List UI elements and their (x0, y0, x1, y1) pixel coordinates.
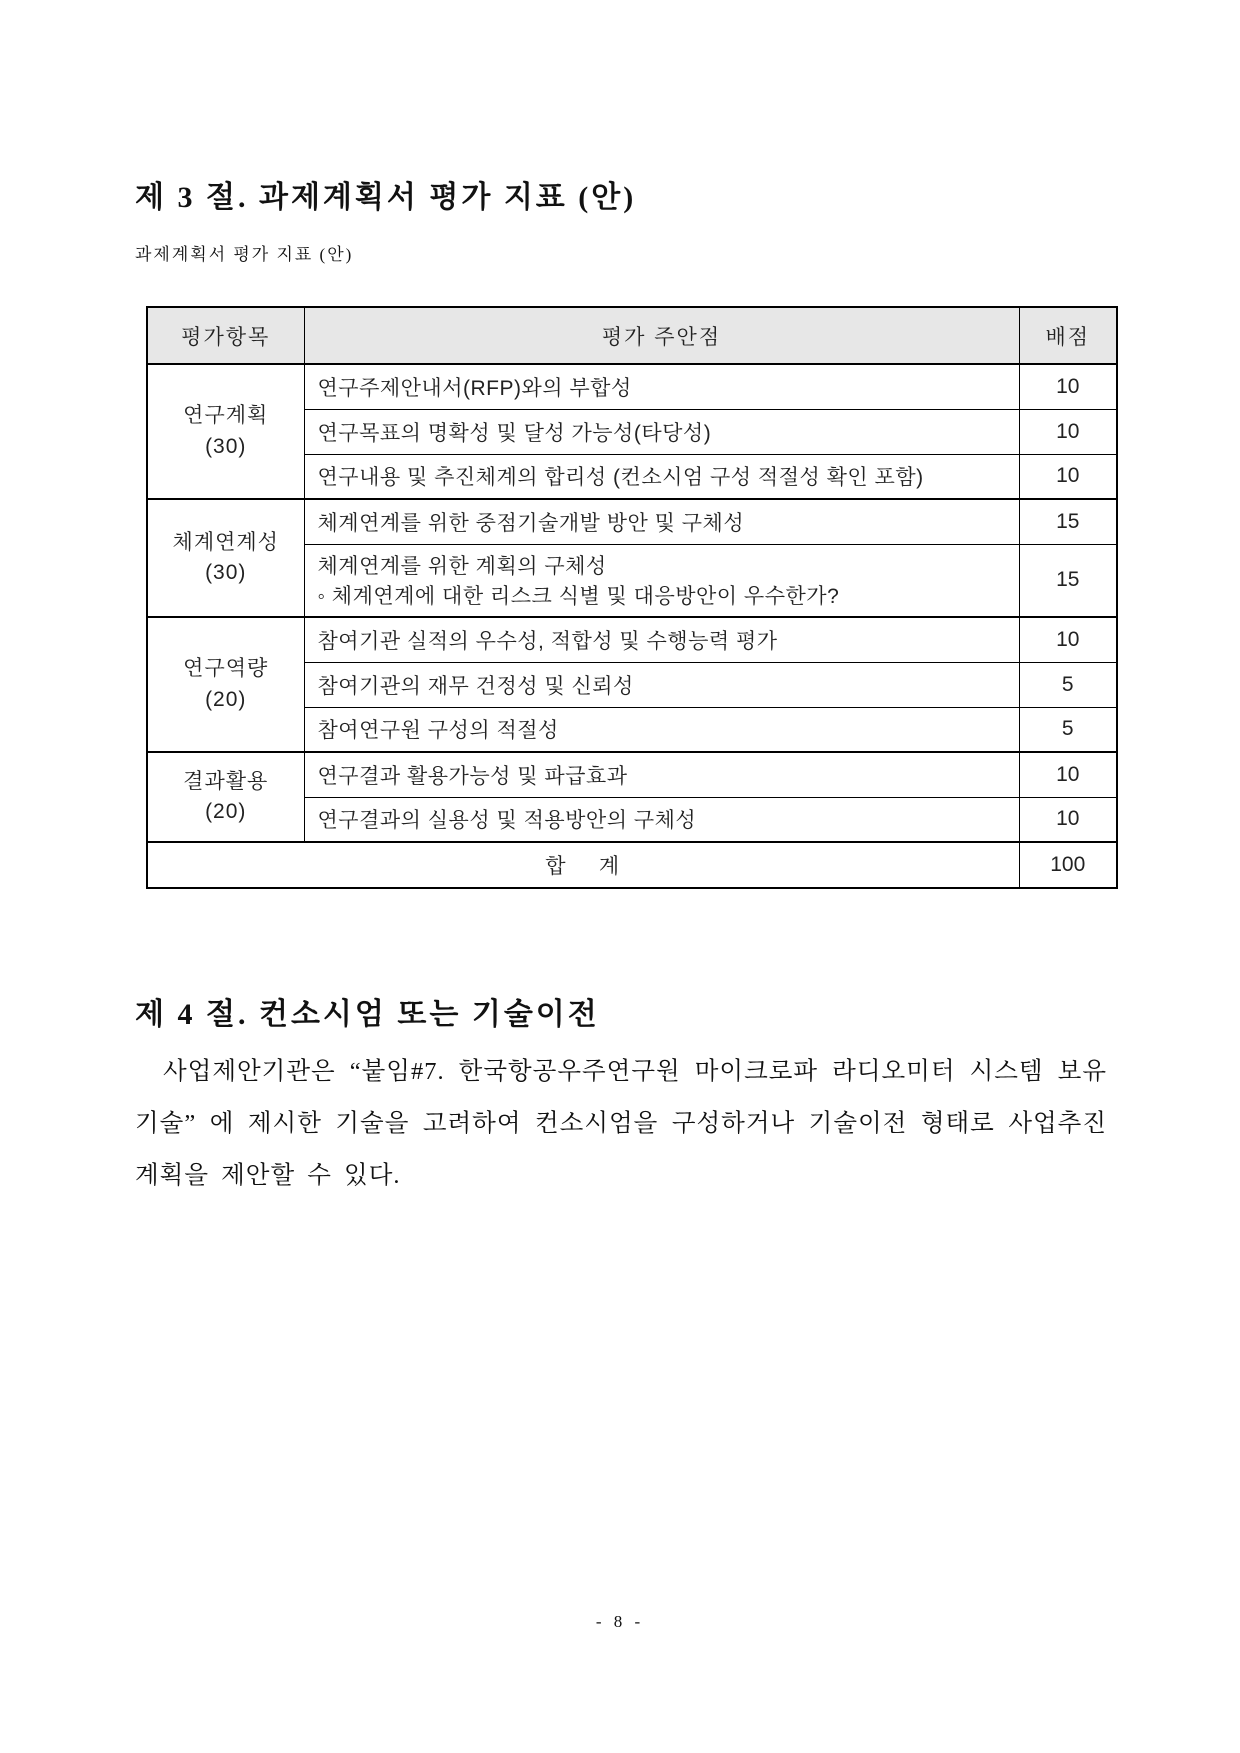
table-header-row (147, 307, 1117, 364)
focus-cell: 연구결과 활용가능성 및 파급효과 (304, 752, 1019, 797)
focus-line2: ◦ 체계연계에 대한 리스크 식별 및 대응방안이 우수한가? (317, 585, 840, 609)
points-cell: 10 (1019, 454, 1117, 499)
section3-heading: 제 3 절. 과제계획서 평가 지표 (안) (135, 181, 637, 214)
category-label: 연구계획 (183, 404, 269, 428)
focus-cell: 참여기관의 재무 건정성 및 신뢰성 (304, 662, 1019, 707)
points-cell: 10 (1019, 409, 1117, 454)
table-row (147, 499, 1117, 544)
table-row (147, 617, 1117, 662)
focus-cell: 연구내용 및 추진체계의 합리성 (컨소시엄 구성 적절성 확인 포함) (304, 454, 1019, 499)
focus-line1: 체계연계를 위한 계획의 구체성 (317, 555, 607, 579)
points-cell: 5 (1019, 707, 1117, 752)
points-cell: 10 (1019, 364, 1117, 409)
section4-heading: 제 4 절. 컨소시엄 또는 기술이전 (135, 998, 600, 1031)
section4-paragraph: 사업제안기관은 “붙임#7. 한국항공우주연구원 마이크로파 라디오미터 시스템 보유기술” 에 제시한 기술을 고려하여 컨소시엄을 구성하거나 기술이전 형태로 사업추진계획을 제안할 수 있다. (135, 1058, 1107, 1189)
focus-cell: 연구결과의 실용성 및 적용방안의 구체성 (304, 797, 1019, 842)
category-label: 연구역량 (183, 657, 269, 681)
header-focus: 평가 주안점 (304, 307, 1019, 364)
evaluation-table (146, 306, 1118, 889)
category-sublabel: (30) (205, 434, 247, 458)
points-cell: 5 (1019, 662, 1117, 707)
points-cell: 10 (1019, 752, 1117, 797)
focus-cell: 연구목표의 명확성 및 달성 가능성(타당성) (304, 409, 1019, 454)
page-number: - 8 - (595, 1612, 645, 1631)
category-cell (147, 364, 304, 499)
points-cell: 15 (1019, 499, 1117, 544)
focus-cell: 체계연계를 위한 중점기술개발 방안 및 구체성 (304, 499, 1019, 544)
total-label-cell: 합 계 (147, 842, 1019, 888)
table-row (147, 364, 1117, 409)
total-row (147, 842, 1117, 888)
header-item: 평가항목 (147, 307, 304, 364)
header-points: 배점 (1019, 307, 1117, 364)
category-label: 결과활용 (183, 769, 269, 793)
points-cell: 15 (1019, 544, 1117, 617)
category-sublabel: (20) (205, 800, 247, 823)
category-cell (147, 499, 304, 617)
category-sublabel: (30) (205, 561, 247, 584)
category-sublabel: (20) (205, 687, 247, 711)
focus-cell: 연구주제안내서(RFP)와의 부합성 (304, 364, 1019, 409)
focus-cell (304, 544, 1019, 617)
points-cell: 10 (1019, 797, 1117, 842)
category-label: 체계연계성 (172, 530, 279, 554)
table-row (147, 752, 1117, 797)
total-points-cell: 100 (1019, 842, 1117, 888)
category-cell (147, 617, 304, 752)
category-cell (147, 752, 304, 842)
table-caption: 과제계획서 평가 지표 (안) (135, 245, 354, 264)
points-cell: 10 (1019, 617, 1117, 662)
focus-cell: 참여기관 실적의 우수성, 적합성 및 수행능력 평가 (304, 617, 1019, 662)
focus-cell: 참여연구원 구성의 적절성 (304, 707, 1019, 752)
